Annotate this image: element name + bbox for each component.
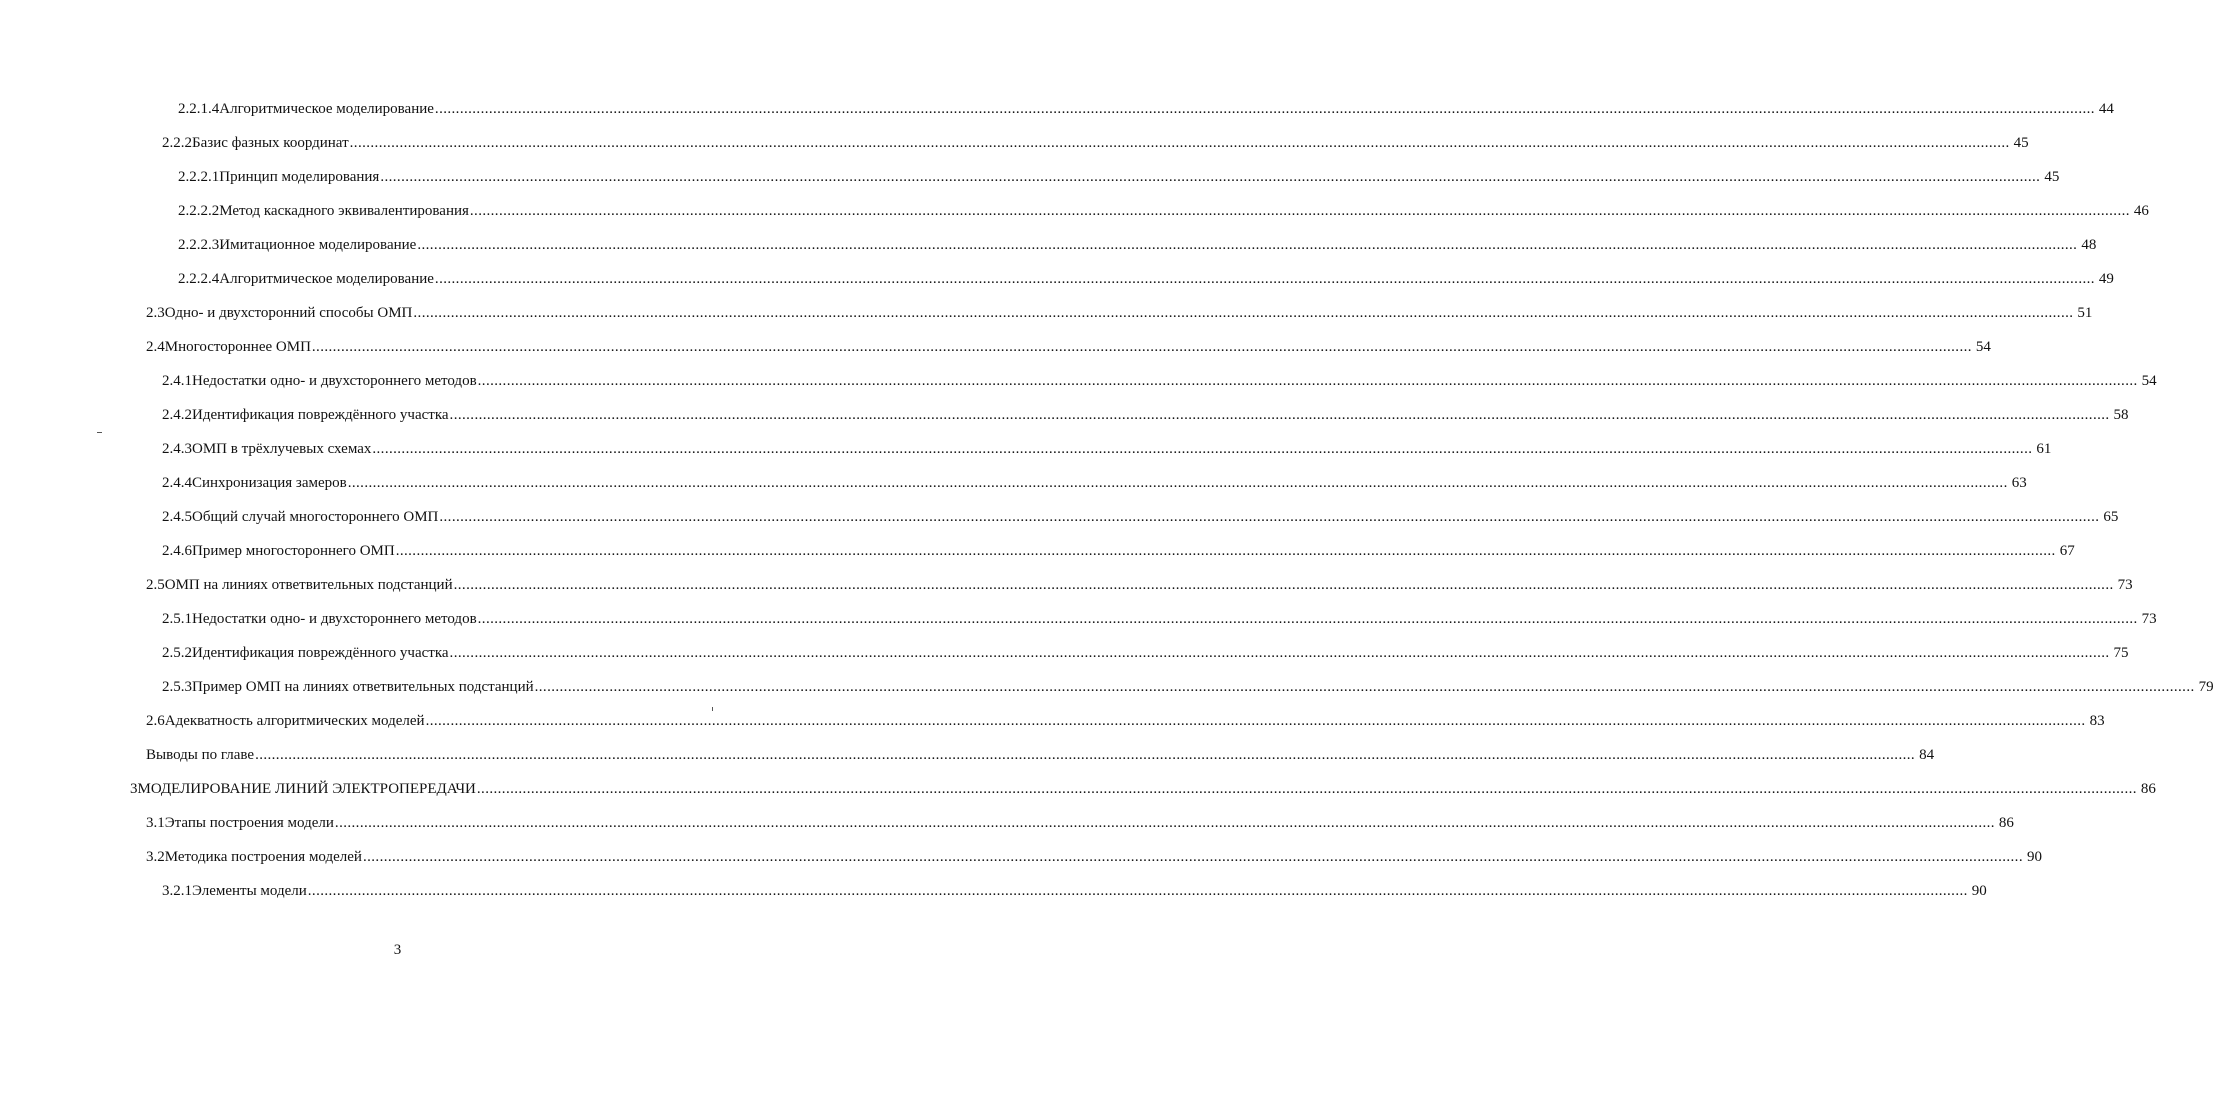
dot-leader: ................................................................................................................................................................................................................................................................................................................................................................................................................	[417, 237, 2078, 253]
toc-entry	[0, 705, 2105, 739]
toc-entry-page: 83	[2089, 713, 2105, 729]
toc-entry	[0, 501, 2119, 535]
toc-entry	[0, 773, 2156, 807]
toc-entry-number: 2.2.2.4	[178, 271, 220, 287]
toc-entry-number: 3.2.1	[162, 883, 192, 899]
toc-entry-page: 61	[2036, 441, 2052, 457]
toc-entry	[0, 535, 2075, 569]
toc-entry-line	[130, 779, 2156, 799]
toc-entry-page: 54	[2141, 373, 2157, 389]
toc-entry-number: 2.5	[146, 577, 165, 593]
toc-entry-title: Синхронизация замеров	[192, 475, 347, 491]
toc-entry-title: Базис фазных координат	[192, 135, 349, 151]
toc-entry	[0, 807, 2014, 841]
toc-entry-page: 79	[2198, 679, 2214, 695]
toc-entry-number: 2.4.4	[162, 475, 192, 491]
toc-entry-title: Метод каскадного эквивалентирования	[219, 203, 469, 219]
toc-entry	[0, 569, 2133, 603]
toc-entry-number: 2.5.2	[162, 645, 192, 661]
toc-entry	[0, 297, 2093, 331]
toc-entry-line	[178, 201, 2149, 221]
toc-entry-page: 45	[2013, 135, 2029, 151]
toc-entry-title: Недостатки одно- и двухстороннего методов	[192, 611, 477, 627]
toc-entry-number: 2.4.1	[162, 373, 192, 389]
toc-entry-number: 2.2.1.4	[178, 101, 220, 117]
dot-leader: ................................................................................................................................................................................................................................................................................................................................................................................................................	[434, 101, 2095, 117]
toc-entry-line	[162, 439, 2052, 459]
dot-leader: ................................................................................................................................................................................................................................................................................................................................................................................................................	[425, 713, 2086, 729]
toc-entry-page: 45	[2044, 169, 2060, 185]
toc-entry-page: 65	[2103, 509, 2119, 525]
toc-entry-line	[162, 609, 2157, 629]
toc-entry-title: Этапы построения модели	[164, 815, 334, 831]
toc-entry-title: Многостороннее ОМП	[164, 339, 311, 355]
toc-entry-page: 67	[2059, 543, 2075, 559]
dot-leader: ................................................................................................................................................................................................................................................................................................................................................................................................................	[477, 611, 2138, 627]
toc-entry	[0, 671, 2214, 705]
page-number: 3	[393, 942, 402, 958]
dot-leader: ................................................................................................................................................................................................................................................................................................................................................................................................................	[395, 543, 2056, 559]
toc-entry-number: 2.6	[146, 713, 165, 729]
toc-entry-line	[162, 133, 2029, 153]
toc-entry-number: 2.2.2.3	[178, 237, 220, 253]
toc-entry	[0, 399, 2129, 433]
toc-entry	[0, 127, 2029, 161]
table-of-contents	[0, 93, 2214, 909]
toc-entry-page: 90	[2026, 849, 2042, 865]
dot-leader: ................................................................................................................................................................................................................................................................................................................................................................................................................	[439, 509, 2100, 525]
dot-leader: ................................................................................................................................................................................................................................................................................................................................................................................................................	[413, 305, 2074, 321]
toc-entry-page: 84	[1919, 747, 1935, 763]
toc-entry-line	[146, 711, 2105, 731]
toc-entry-title: МОДЕЛИРОВАНИЕ ЛИНИЙ ЭЛЕКТРОПЕРЕДАЧИ	[137, 781, 476, 797]
toc-entry-title: Адекватность алгоритмических моделей	[164, 713, 425, 729]
toc-entry-number: 2.2.2.2	[178, 203, 220, 219]
toc-entry	[0, 365, 2157, 399]
dot-leader: ................................................................................................................................................................................................................................................................................................................................................................................................................	[311, 339, 1972, 355]
toc-entry-number: 2.5.1	[162, 611, 192, 627]
toc-entry-line	[146, 745, 1935, 765]
toc-entry-page: 73	[2141, 611, 2157, 627]
toc-entry-title: Идентификация повреждённого участка	[192, 407, 449, 423]
toc-entry-page: 86	[2140, 781, 2156, 797]
toc-entry-title: ОМП на линиях ответвительных подстанций	[164, 577, 453, 593]
toc-entry-line	[178, 235, 2097, 255]
dot-leader: ................................................................................................................................................................................................................................................................................................................................................................................................................	[434, 271, 2095, 287]
toc-entry-number: 2.5.3	[162, 679, 192, 695]
dot-leader: ................................................................................................................................................................................................................................................................................................................................................................................................................	[362, 849, 2023, 865]
dot-leader: ................................................................................................................................................................................................................................................................................................................................................................................................................	[534, 679, 2195, 695]
dot-leader: ................................................................................................................................................................................................................................................................................................................................................................................................................	[469, 203, 2130, 219]
toc-entry-title: Пример многостороннего ОМП	[192, 543, 395, 559]
toc-entry-number: 2.4.5	[162, 509, 192, 525]
toc-entry-title: Алгоритмическое моделирование	[219, 101, 434, 117]
toc-entry-line	[162, 881, 1987, 901]
toc-entry-title: Общий случай многостороннего ОМП	[192, 509, 439, 525]
toc-entry-line	[146, 847, 2042, 867]
scan-speck	[97, 432, 102, 433]
dot-leader: ................................................................................................................................................................................................................................................................................................................................................................................................................	[347, 475, 2008, 491]
toc-entry-line	[178, 167, 2060, 187]
toc-entry-page: 46	[2133, 203, 2149, 219]
toc-entry-title: Недостатки одно- и двухстороннего методов	[192, 373, 477, 389]
toc-entry-line	[146, 303, 2093, 323]
toc-entry-number: 2.4.2	[162, 407, 192, 423]
toc-entry-page: 90	[1971, 883, 1987, 899]
toc-entry	[0, 331, 1991, 365]
toc-entry-number: 2.3	[146, 305, 165, 321]
toc-entry-title: Выводы по главе	[146, 747, 255, 763]
toc-entry-number: 3.2	[146, 849, 165, 865]
toc-entry	[0, 263, 2114, 297]
toc-entry-line	[162, 677, 2214, 697]
toc-entry-page: 48	[2081, 237, 2097, 253]
toc-entry	[0, 875, 1987, 909]
toc-entry-line	[162, 473, 2027, 493]
toc-entry-page: 63	[2011, 475, 2027, 491]
toc-entry-title: Принцип моделирования	[219, 169, 380, 185]
toc-entry-title: Имитационное моделирование	[219, 237, 417, 253]
toc-entry	[0, 433, 2052, 467]
dot-leader: ................................................................................................................................................................................................................................................................................................................................................................................................................	[449, 407, 2110, 423]
toc-entry	[0, 93, 2114, 127]
dot-leader: ................................................................................................................................................................................................................................................................................................................................................................................................................	[380, 169, 2041, 185]
toc-entry-line	[162, 507, 2119, 527]
toc-entry-page: 58	[2113, 407, 2129, 423]
toc-entry-number: 2.2.2	[162, 135, 192, 151]
toc-entry-title: Одно- и двухсторонний способы ОМП	[164, 305, 413, 321]
toc-entry-number: 2.4.3	[162, 441, 192, 457]
dot-leader: ................................................................................................................................................................................................................................................................................................................................................................................................................	[453, 577, 2114, 593]
toc-entry-title: Элементы модели	[192, 883, 307, 899]
dot-leader: ................................................................................................................................................................................................................................................................................................................................................................................................................	[449, 645, 2110, 661]
toc-entry-page: 49	[2098, 271, 2114, 287]
toc-entry-number: 3	[130, 781, 138, 797]
toc-entry-title: Идентификация повреждённого участка	[192, 645, 449, 661]
toc-entry-line	[178, 99, 2114, 119]
toc-entry-page: 54	[1975, 339, 1991, 355]
dot-leader: ................................................................................................................................................................................................................................................................................................................................................................................................................	[476, 781, 2137, 797]
toc-entry	[0, 229, 2097, 263]
toc-entry-title: Методика построения моделей	[164, 849, 362, 865]
toc-entry-number: 3.1	[146, 815, 165, 831]
toc-entry-page: 86	[1998, 815, 2014, 831]
dot-leader: ................................................................................................................................................................................................................................................................................................................................................................................................................	[372, 441, 2033, 457]
dot-leader: ................................................................................................................................................................................................................................................................................................................................................................................................................	[255, 747, 1916, 763]
toc-entry-line	[162, 541, 2075, 561]
dot-leader: ................................................................................................................................................................................................................................................................................................................................................................................................................	[334, 815, 1995, 831]
toc-entry-line	[162, 405, 2129, 425]
toc-entry-line	[162, 371, 2157, 391]
toc-entry-line	[178, 269, 2114, 289]
toc-entry	[0, 739, 1935, 773]
toc-entry	[0, 841, 2042, 875]
toc-entry	[0, 603, 2157, 637]
toc-entry	[0, 161, 2060, 195]
toc-entry-title: Пример ОМП на линиях ответвительных подстанций	[192, 679, 534, 695]
toc-entry-page: 75	[2113, 645, 2129, 661]
toc-entry-page: 44	[2098, 101, 2114, 117]
toc-entry-number: 2.4.6	[162, 543, 192, 559]
toc-entry-line	[146, 575, 2133, 595]
toc-entry-line	[146, 337, 1991, 357]
dot-leader: ................................................................................................................................................................................................................................................................................................................................................................................................................	[477, 373, 2138, 389]
toc-entry-title: Алгоритмическое моделирование	[219, 271, 434, 287]
toc-entry-line	[146, 813, 2014, 833]
toc-entry-title: ОМП в трёхлучевых схемах	[192, 441, 372, 457]
toc-entry-number: 2.2.2.1	[178, 169, 220, 185]
dot-leader: ................................................................................................................................................................................................................................................................................................................................................................................................................	[349, 135, 2010, 151]
toc-entry-number: 2.4	[146, 339, 165, 355]
scan-speck	[712, 707, 713, 711]
toc-entry	[0, 467, 2027, 501]
toc-entry-page: 51	[2077, 305, 2093, 321]
dot-leader: ................................................................................................................................................................................................................................................................................................................................................................................................................	[307, 883, 1968, 899]
toc-entry-page: 73	[2117, 577, 2133, 593]
toc-entry	[0, 637, 2129, 671]
toc-entry-line	[162, 643, 2129, 663]
toc-entry	[0, 195, 2149, 229]
